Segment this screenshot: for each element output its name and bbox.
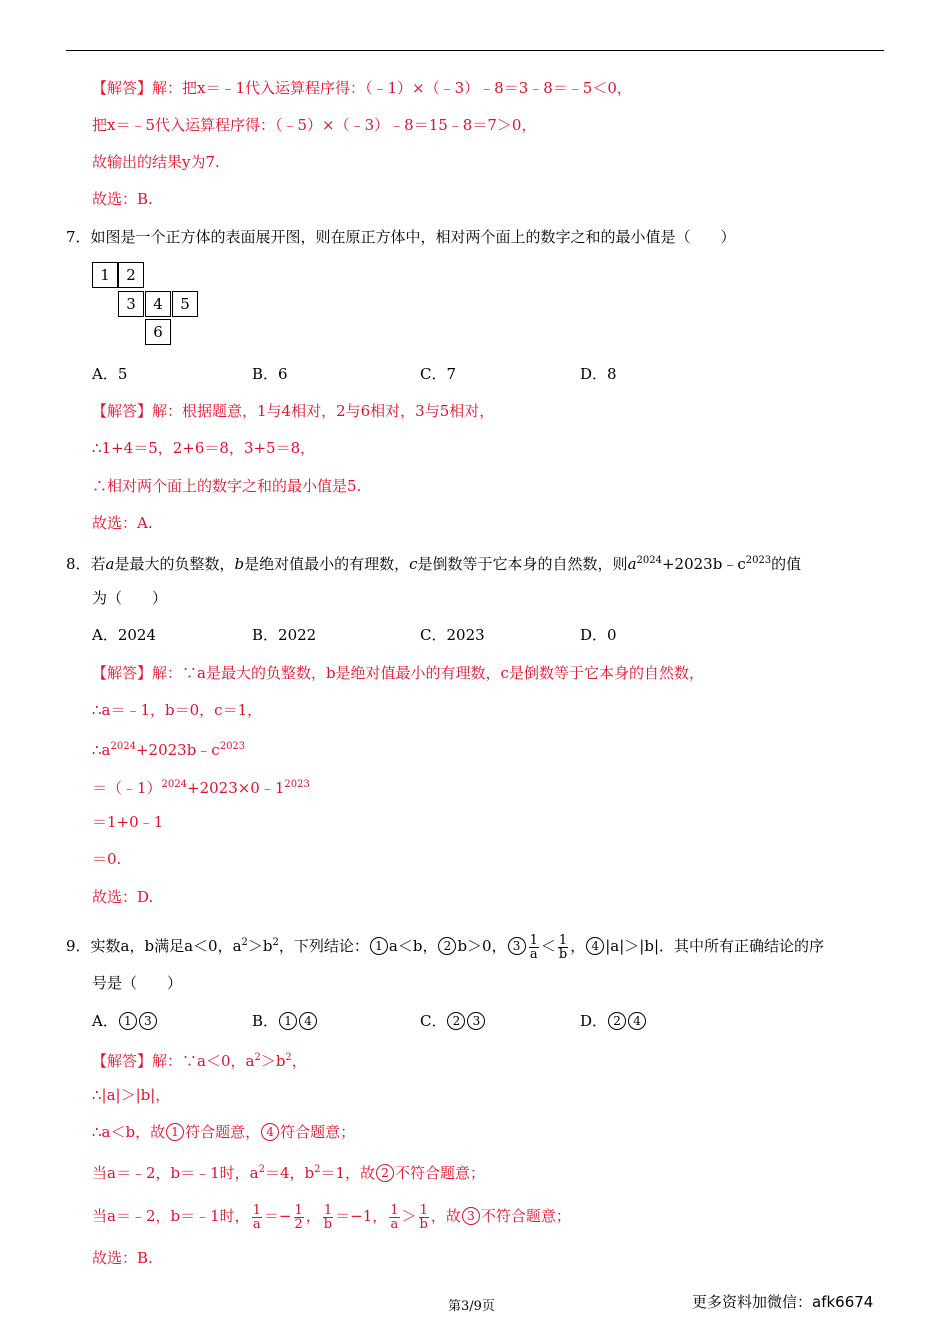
q9-solution-line-2: ∴|a|＞|b|， <box>92 1086 171 1104</box>
q6-solution-line-3: 故输出的结果y为7. <box>92 153 220 171</box>
q8-option-d[interactable]: D．0 <box>580 626 617 644</box>
q8-solution-line-2: ∴a＝﹣1，b＝0，c＝1， <box>92 701 263 719</box>
q9-option-b[interactable]: B． 1 4 <box>252 1011 318 1031</box>
page-number: 第3/9页 <box>448 1299 495 1314</box>
net-cell: 2 <box>118 262 144 288</box>
q8-stem-line-2: 为（ ） <box>92 589 168 607</box>
q6-solution-line-2: 把x＝﹣5代入运算程序得：（﹣5）×（﹣3）﹣8＝15﹣8＝7＞0， <box>92 116 537 134</box>
net-cell: 6 <box>145 319 171 345</box>
q9-stem-line-2: 号是（ ） <box>92 974 183 992</box>
q8-option-b[interactable]: B．2022 <box>252 626 317 644</box>
q8-solution-line-5: ＝1+0﹣1 <box>92 813 164 831</box>
net-cell: 1 <box>92 262 118 288</box>
q7-answer: 故选：A. <box>92 514 153 532</box>
q8-solution-line-3: $\therefore a^{2024}+2023b﹣c^{2023}$ <box>92 741 246 759</box>
q8-option-c[interactable]: C．2023 <box>420 626 485 644</box>
q7-option-b[interactable]: B．6 <box>252 365 288 383</box>
q9-solution-line-1: 【解答】解：∵a＜0，$a^2>b^2$， <box>92 1052 307 1070</box>
cube-net-figure <box>92 262 212 346</box>
q7-option-c[interactable]: C．7 <box>420 365 457 383</box>
q7-option-a[interactable]: A．5 <box>92 365 128 383</box>
q7-solution-line-2: ∴1+4＝5，2+6＝8，3+5＝8， <box>92 439 316 457</box>
contact-note: 更多资料加微信：afk6674 <box>692 1293 874 1311</box>
q6-solution-line-1: 【解答】解：把x＝﹣1代入运算程序得：（﹣1）×（﹣3）﹣8＝3﹣8＝﹣5＜0， <box>92 79 632 97</box>
q9-solution-line-5: 当a＝﹣2，b＝﹣1时， $\frac{1}{a}$ ＝− $\frac{1}{2}$ ， $\frac{1}{b}$ ＝−1， $\frac{1}{a}$ ＞ $\frac{1}{b}$ ，故 3 不符合题意； <box>92 1202 571 1232</box>
q9-option-a[interactable]: A． 1 3 <box>92 1011 158 1031</box>
q7-solution-line-1: 【解答】解：根据题意，1与4相对，2与6相对，3与5相对， <box>92 402 495 420</box>
net-cell: 4 <box>145 291 171 317</box>
q7-option-d[interactable]: D．8 <box>580 365 617 383</box>
q9-solution-line-4: 当a＝﹣2，b＝﹣1时，$a^2=4$，$b^2=1$，故 2 不符合题意； <box>92 1164 486 1182</box>
q8-solution-line-4: $=(﹣1)^{2024}+2023\times 0﹣1^{2023}$ <box>92 779 310 797</box>
q8-solution-line-6: ＝0. <box>92 850 122 868</box>
q6-answer: 故选：B. <box>92 190 153 208</box>
q9-option-d[interactable]: D． 2 4 <box>580 1011 647 1031</box>
header-rule <box>66 50 884 51</box>
q8-solution-line-1: 【解答】解：∵a是最大的负整数，b是绝对值最小的有理数，c是倒数等于它本身的自然数， <box>92 664 704 682</box>
net-cell: 3 <box>118 291 144 317</box>
q9-answer: 故选：B. <box>92 1249 153 1267</box>
q8-option-a[interactable]: A．2024 <box>92 626 157 644</box>
q9-option-c[interactable]: C． 2 3 <box>420 1011 486 1031</box>
q9-stem: 9．实数a，b满足a＜0，$a^2>b^2$，下列结论： 1 a＜b， 2 b＞0， 3 $\frac{1}{a}$ ＜ $\frac{1}{b}$ ， 4 |a|＞|b|．其中所有正确结论的序 <box>66 932 825 962</box>
q7-solution-line-3: ∴相对两个面上的数字之和的最小值是5. <box>92 477 362 495</box>
q8-stem: 8．若a是最大的负整数，b是绝对值最小的有理数，c是倒数等于它本身的自然数，则$a^{2024}+2023b﹣c^{2023}$的值 <box>66 555 802 573</box>
q8-answer: 故选：D. <box>92 888 154 906</box>
q9-solution-line-3: ∴a＜b，故 1 符合题意， 4 符合题意； <box>92 1123 356 1141</box>
net-cell: 5 <box>172 291 198 317</box>
q7-stem: 7．如图是一个正方体的表面展开图，则在原正方体中，相对两个面上的数字之和的最小值是（ ） <box>66 228 736 246</box>
